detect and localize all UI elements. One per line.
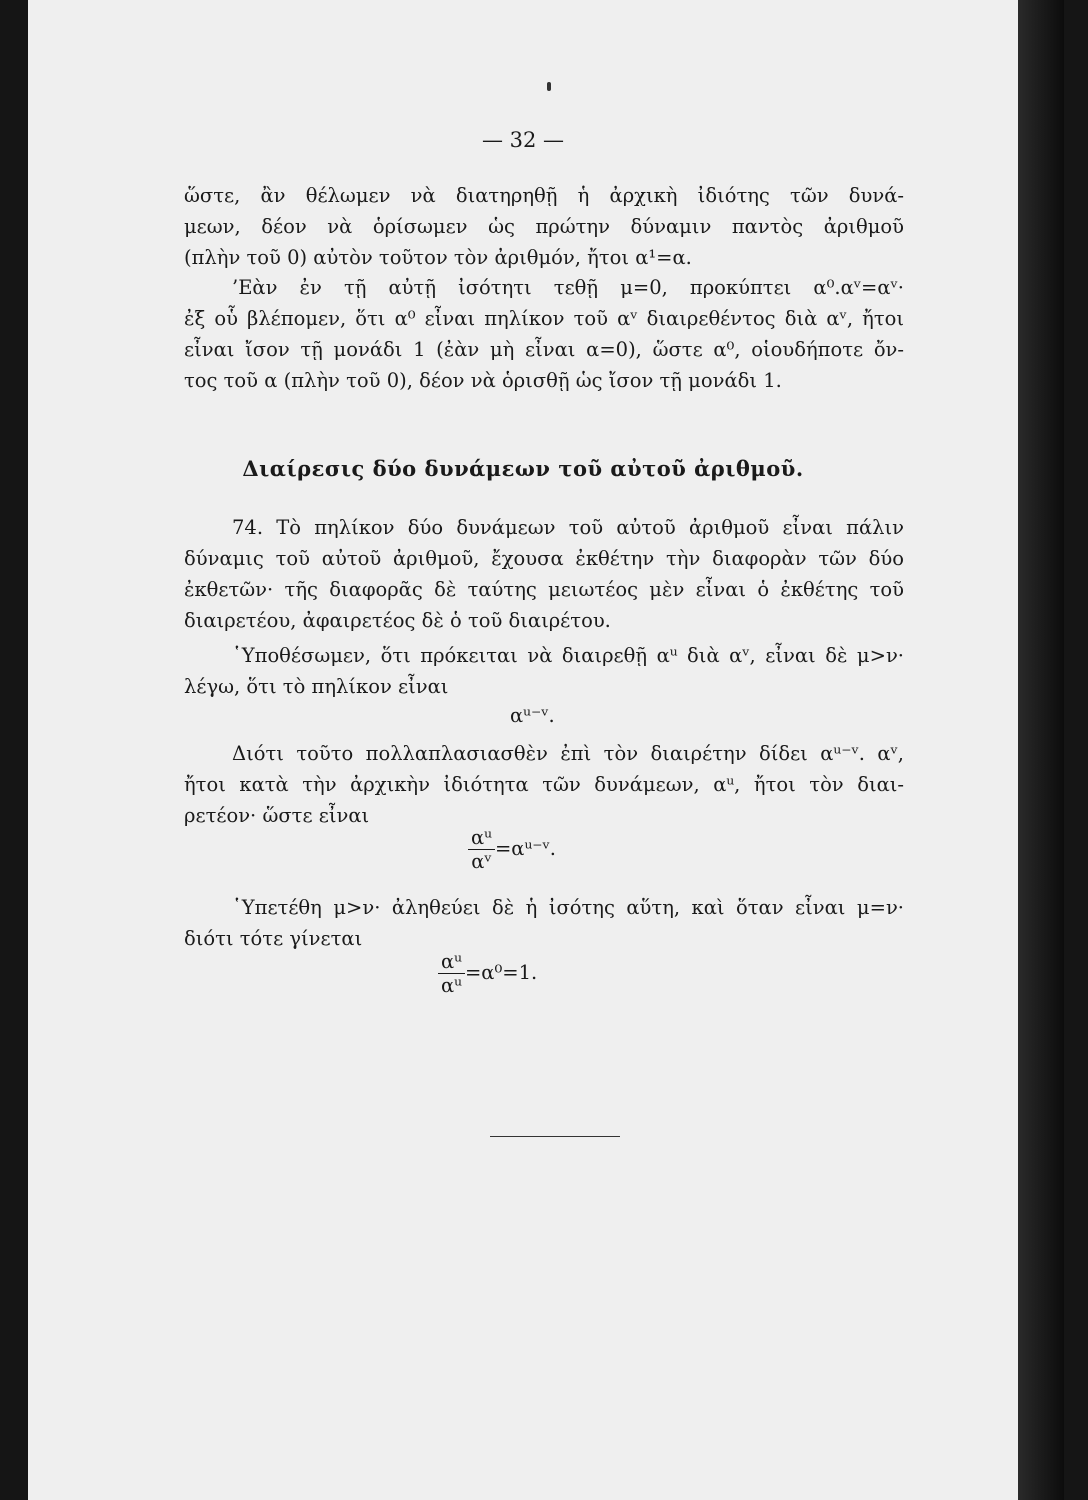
text-line: Διότι τοῦτο πολλαπλασιασθὲν ἐπὶ τὸν διαιρέτην δίδει αᵘ⁻ᵛ. αᵛ, <box>232 742 904 765</box>
fraction <box>468 826 495 873</box>
paragraph-4 <box>184 640 904 702</box>
section-end-rule <box>490 1136 620 1137</box>
text-line: ῾Υπετέθη μ>ν· ἀληθεύει δὲ ἡ ἰσότης αὕτη, καὶ ὅταν εἶναι μ=ν· <box>232 896 904 919</box>
numerator: αᵘ <box>468 826 495 850</box>
text-line: εἶναι ἴσον τῇ μονάδι 1 (ἐὰν μὴ εἶναι α=0), ὥστε α⁰, οἱουδήποτε ὄν- <box>184 338 904 361</box>
paragraph-6 <box>184 892 904 954</box>
text-line: δύναμις τοῦ αὐτοῦ ἀριθμοῦ, ἔχουσα ἐκθέτην τὴν διαφορὰν τῶν δύο <box>184 547 904 570</box>
paragraph-1 <box>184 180 904 273</box>
paragraph-2 <box>184 272 904 396</box>
paragraph-5 <box>184 738 904 831</box>
text-line: ῾Υποθέσωμεν, ὅτι πρόκειται νὰ διαιρεθῇ αᵘ διὰ αᵛ, εἶναι δὲ μ>ν· <box>232 644 904 667</box>
paragraph-3 <box>184 512 904 636</box>
text-line: ἐξ οὗ βλέπομεν, ὅτι α⁰ εἶναι πηλίκον τοῦ αᵛ διαιρεθέντος διὰ αᵛ, ἤτοι <box>184 307 904 330</box>
denominator: αᵘ <box>441 974 462 997</box>
page-number: — 32 — <box>481 128 565 152</box>
text-line: ὥστε, ἂν θέλωμεν νὰ διατηρηθῇ ἡ ἀρχικὴ ἰδιότης τῶν δυνά- <box>184 184 904 207</box>
formula-rhs: =α⁰=1. <box>464 961 538 984</box>
denominator: αᵛ <box>471 850 492 873</box>
numerator: αᵘ <box>438 950 465 974</box>
book-page <box>28 0 1020 1500</box>
formula-rhs: =αᵘ⁻ᵛ. <box>494 837 556 860</box>
text-line: διότι τότε γίνεται <box>184 927 363 950</box>
fraction <box>438 950 465 997</box>
text-line: λέγω, ὅτι τὸ πηλίκον εἶναι <box>184 675 449 698</box>
text-line: διαιρετέου, ἀφαιρετέος δὲ ὁ τοῦ διαιρέτου. <box>184 609 611 632</box>
page-edge-shadow <box>1018 0 1064 1500</box>
text-line: ρετέον· ὥστε εἶναι <box>184 804 370 827</box>
formula-fraction-2 <box>438 950 537 997</box>
text-line: ἐκθετῶν· τῆς διαφορᾶς δὲ ταύτης μειωτέος μὲν εἶναι ὁ ἐκθέτης τοῦ <box>184 578 904 601</box>
text-line: μεων, δέον νὰ ὁρίσωμεν ὡς πρώτην δύναμιν παντὸς ἀριθμοῦ <box>184 215 904 238</box>
formula-fraction-1 <box>468 826 556 873</box>
text-line: ’Εὰν ἐν τῇ αὐτῇ ἰσότητι τεθῇ μ=0, προκύπτει α⁰.αᵛ=αᵛ· <box>232 276 904 299</box>
ink-mark <box>547 82 551 91</box>
text-line: τος τοῦ α (πλὴν τοῦ 0), δέον νὰ ὁρισθῇ ὡς ἴσον τῇ μονάδι 1. <box>184 369 782 392</box>
section-heading: Διαίρεσις δύο δυνάμεων τοῦ αὐτοῦ ἀριθμοῦ. <box>242 456 804 481</box>
formula-quotient: αᵘ⁻ᵛ. <box>510 704 555 727</box>
text-line: (πλὴν τοῦ 0) αὐτὸν τοῦτον τὸν ἀριθμόν, ἤτοι α¹=α. <box>184 246 692 269</box>
text-line: ἤτοι κατὰ τὴν ἀρχικὴν ἰδιότητα τῶν δυνάμεων, αᵘ, ἤτοι τὸν διαι- <box>184 773 904 796</box>
text-line: 74. Τὸ πηλίκον δύο δυνάμεων τοῦ αὐτοῦ ἀριθμοῦ εἶναι πάλιν <box>232 516 904 539</box>
